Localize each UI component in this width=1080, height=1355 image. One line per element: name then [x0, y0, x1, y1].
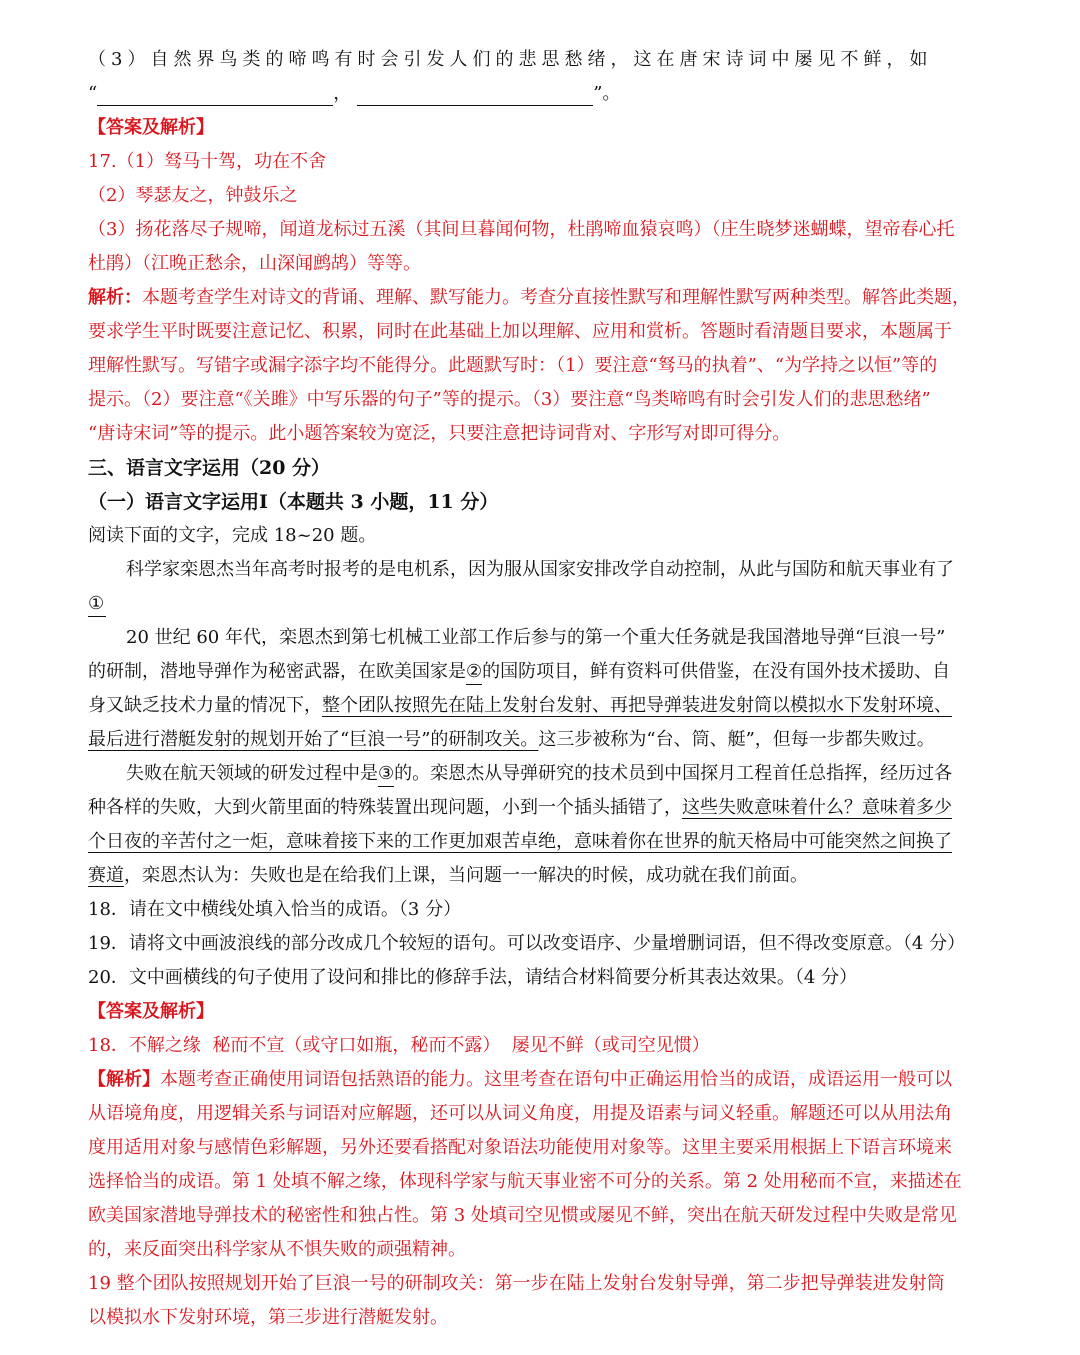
passage-p3-line4	[88, 864, 808, 888]
underlined-text: 个日夜的辛苦付之一炬，意味着接下来的工作更加艰苦卓绝，意味着你在世界的航天格局中可能突然之间换了	[88, 831, 952, 852]
answer-17-3-line1: （3）扬花落尽子规啼，闻道龙标过五溪（其间旦暮闻何物，杜鹃啼血猿哀鸣）（庄生晓梦迷蝴蝶，望帝春心托	[88, 219, 955, 240]
analysis-17-line5: “唐诗宋词”等的提示。此小题答案较为宽泛，只要注意把诗词背对、字形写对即可得分。	[88, 423, 791, 444]
passage-text: 这三步被称为“台、筒、艇”，但每一步都失败过。	[538, 729, 935, 750]
passage-text: 种各样的失败，大到火箭里面的特殊装置出现问题，小到一个插头插错了，	[88, 797, 682, 818]
q3-line2	[88, 82, 620, 106]
passage-text: 的。栾恩杰从导弹研究的技术员到中国探月工程首任总指挥，经历过各	[394, 763, 953, 784]
passage-text: 失败在航天领域的研发过程中是	[126, 763, 378, 784]
passage-p2-line3	[88, 694, 952, 718]
blank-marker-3: ③	[378, 762, 394, 787]
passage-p1-line1: 科学家栾恩杰当年高考时报考的是电机系，因为服从国家安排改学自动控制，从此与国防和航天事业有了	[126, 559, 954, 580]
question-18: 18．请在文中横线处填入恰当的成语。（3 分）	[88, 899, 462, 920]
answer-heading-1: 【答案及解析】	[88, 117, 214, 138]
answer-blank-1[interactable]	[97, 83, 333, 106]
analysis-18-line6: 的，来反面突出科学家从不惧失败的顽强精神。	[88, 1239, 466, 1260]
passage-p1-line2	[88, 592, 106, 617]
section-title: 三、语言文字运用（20 分）	[88, 457, 331, 479]
question-19: 19．请将文中画波浪线的部分改成几个较短的语句。可以改变语序、少量增删词语，但不得改变原意。（4 分）	[88, 933, 966, 954]
reading-instruction: 阅读下面的文字，完成 18~20 题。	[88, 525, 377, 546]
analysis-17-line2: 要求学生平时既要注意记忆、积累，同时在此基础上加以理解、应用和赏析。答题时看清题目要求，本题属于	[88, 321, 952, 342]
underlined-text: 赛道	[88, 865, 124, 886]
analysis-18-line5: 欧美国家潜地导弹技术的秘密性和独占性。第 3 处填司空见惯或屡见不鲜，突出在航天研发过程中失败是常见	[88, 1205, 957, 1226]
q3-close-quote: ”。	[593, 83, 621, 104]
analysis-18-line4: 选择恰当的成语。第 1 处填不解之缘，体现科学家与航天事业密不可分的关系。第 2 处用秘而不宣，来描述在	[88, 1171, 962, 1192]
analysis-18-line1	[88, 1068, 952, 1092]
wavy-underlined-text: 整个团队按照先在陆上发射台发射、再把导弹装进发射筒以模拟水下发射环境、	[322, 695, 952, 716]
answer-17-1: 17.（1）驽马十驾，功在不舍	[88, 151, 327, 172]
passage-p2-line1: 20 世纪 60 年代，栾恩杰到第七机械工业部工作后参与的第一个重大任务就是我国潜地导弹“巨浪一号”	[126, 627, 946, 648]
answer-19-line2: 以模拟水下发射环境，第三步进行潜艇发射。	[88, 1307, 448, 1328]
q3-open-quote: “	[88, 83, 98, 104]
q3-line1: （3）自然界鸟类的啼鸣有时会引发人们的悲思愁绪，这在唐宋诗词中屡见不鲜，如	[88, 49, 933, 70]
blank-marker-1: ①	[88, 592, 106, 617]
analysis-17-line4: 提示。（2）要注意“《关雎》中写乐器的句子”等的提示。（3）要注意“鸟类啼鸣有时会引发人们的悲思愁绪”	[88, 389, 931, 410]
answer-blank-2[interactable]	[357, 83, 593, 106]
wavy-underlined-text: 最后进行潜艇发射的规划开始了“巨浪一号”的研制攻关。	[88, 729, 539, 750]
analysis-17-line1	[88, 286, 970, 310]
underlined-text: 这些失败意味着什么？意味着多少	[682, 797, 952, 818]
q3-comma: ，	[333, 83, 352, 104]
answer-heading-2: 【答案及解析】	[88, 1001, 214, 1022]
passage-text: 的研制，潜地导弹作为秘密武器，在欧美国家是	[88, 661, 466, 682]
passage-p3-line2	[88, 796, 952, 820]
answer-17-2: （2）琴瑟友之，钟鼓乐之	[88, 185, 298, 206]
passage-p2-line4	[88, 728, 935, 752]
analysis-text: 本题考查正确使用词语包括熟语的能力。这里考查在语句中正确运用恰当的成语，成语运用一般可以	[160, 1069, 952, 1090]
passage-p3-line3	[88, 830, 952, 854]
answer-17-3-line2: 杜鹃）（江晚正愁余，山深闻鹧鸪）等等。	[88, 253, 421, 274]
passage-text: ，栾恩杰认为：失败也是在给我们上课，当问题一一解决的时候，成功就在我们前面。	[124, 865, 808, 886]
passage-text: 的国防项目，鲜有资料可供借鉴，在没有国外技术援助、自	[482, 661, 951, 682]
blank-marker-2: ②	[466, 660, 482, 685]
passage-p3-line1	[126, 762, 952, 787]
analysis-17-line3: 理解性默写。写错字或漏字添字均不能得分。此题默写时：（1）要注意“驽马的执着”、“为学持之以恒”等的	[88, 355, 938, 376]
analysis-18-line3: 度用适用对象与感情色彩解题，另外还要看搭配对象语法功能使用对象等。这里主要采用根据上下语言环境来	[88, 1137, 952, 1158]
subsection-title: （一）语言文字运用Ⅰ（本题共 3 小题，11 分）	[88, 491, 499, 513]
analysis-label: 解析：	[88, 287, 142, 308]
question-20: 20．文中画横线的句子使用了设问和排比的修辞手法，请结合材料简要分析其表达效果。（4 分）	[88, 967, 858, 988]
answer-18: 18．不解之缘 秘而不宣（或守口如瓶，秘而不露） 屡见不鲜（或司空见惯）	[88, 1035, 710, 1056]
analysis-label: 【解析】	[88, 1069, 160, 1090]
passage-text: 身又缺乏技术力量的情况下，	[88, 695, 322, 716]
passage-p2-line2	[88, 660, 950, 685]
answer-19-line1: 19 整个团队按照规划开始了巨浪一号的研制攻关：第一步在陆上发射台发射导弹，第二步把导弹装进发射筒	[88, 1273, 945, 1294]
analysis-text: 本题考查学生对诗文的背诵、理解、默写能力。考查分直接性默写和理解性默写两种类型。解答此类题，	[142, 287, 970, 308]
analysis-18-line2: 从语境角度，用逻辑关系与词语对应解题，还可以从词义角度，用提及语素与词义轻重。解题还可以从用法角	[88, 1103, 952, 1124]
